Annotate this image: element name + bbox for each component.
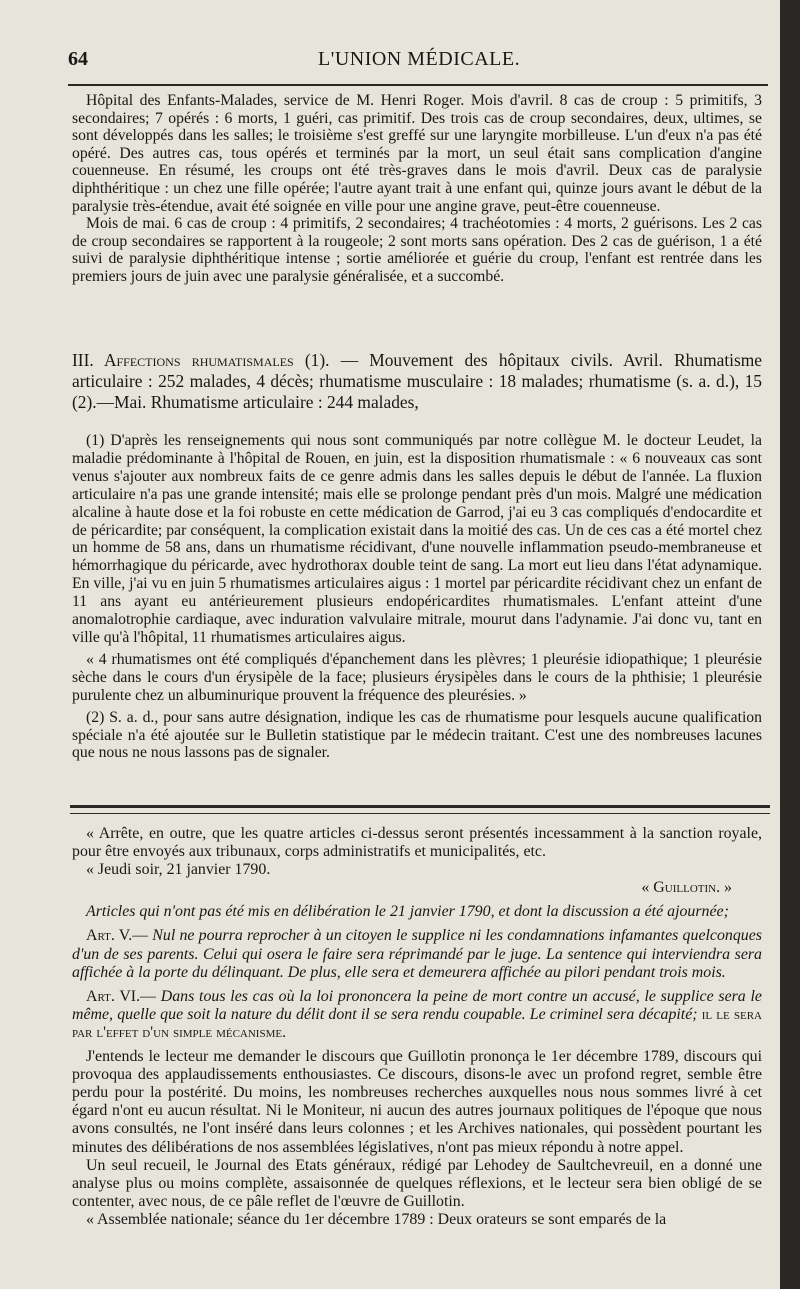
croup-april-paragraph: Hôpital des Enfants-Malades, service de M. Henri Roger. Mois d'avril. 8 cas de croup : 5 primitifs, 3 secondaires; 7 opérés : 6 morts, 1 guéri, cas primitif. Des trois cas de croup secondaires, deux, ultimes, se sont développés dans les salles; le troisième s'est greffé sur une laryngite morbilleuse. L'un d'eux n'a pas été opéré. Des autres cas, tous opérés et terminés par la mort, un seul était sans complication d'angine couenneuse. En résumé, les croups ont été très-graves dans le mois d'avril. Deux cas de paralysie diphthéritique : un chez une fille opérée; l'autre ayant trait à une enfant qui, quinze jours avant le début de la paralysie très-étendue, avait été soignée en ville pour une angine grave, peut-être couenneuse. (72, 92, 762, 215)
article-6-tail: il le sera par l'effet d'un simple mécanisme. (72, 1005, 763, 1041)
running-title: L'UNION MÉDICALE. (318, 48, 521, 70)
page-header (68, 44, 758, 78)
rheumatism-section (72, 350, 762, 412)
article-5-label: Art. V.— (86, 927, 149, 945)
article-6-text: Dans tous les cas où la loi prononcera la peine de mort contre un accusé, le supplice sera le même, quelle que soit la nature du délit dont il se sera rendu coupable. Le criminel sera décapité; (72, 987, 762, 1023)
article-6 (72, 988, 762, 1042)
footnotes (72, 432, 762, 762)
page-number: 64 (68, 48, 88, 70)
article-5-text: Nul ne pourra reprocher à un citoyen le supplice ni les condamnations infamantes quelconques d'un de ses parents. Celui qui osera le faire sera réprimandé par le juge. La sentence qui interviendra sera affichée à la porte du délinquant. De plus, elle sera et demeurera affichée au pilori pendant trois mois. (72, 927, 762, 981)
section-body: — Mouvement des hôpitaux civils. Avril. Rhumatisme articulaire : 252 malades, 4 décès; rhumatisme musculaire : 18 malades; rhumatisme (s. a. d.), 15 (2).—Mai. Rhumatisme articulaire : 244 malades, (72, 350, 762, 412)
commentary-paragraph-1: J'entends le lecteur me demander le discours que Guillotin prononça le 1er décembre 1789, discours qui provoqua des applaudissements enthousiastes. Ce discours, disons-le avec un profond regret, semble être perdu pour la postérité. Du moins, les nombreuses recherches auxquelles nous nous sommes livré à cet égard n'ont eu aucun résultat. Ni le Moniteur, ni aucun des autres journaux politiques de l'époque que nous avons consultés, ne l'ont inséré dans leurs colonnes ; et les Archives nationales, qui possèdent pourtant les minutes des délibérations de nos assemblées législatives, n'ont pas mieux répondu à notre appel. (72, 1048, 762, 1156)
article-6-label: Art. VI.— (86, 987, 156, 1005)
adjourned-articles-intro: Articles qui n'ont pas été mis en délibération le 21 janvier 1790, et dont la discussion a été ajournée; (86, 903, 729, 921)
signature: « Guillotin. » (641, 879, 732, 897)
feuilleton (72, 825, 762, 1229)
section-heading: III. Affections rhumatismales (1). (72, 350, 330, 370)
footnote-2: (2) S. a. d., pour sans autre désignation, indique les cas de rhumatisme pour lesquels aucune qualification spéciale n'a été ajoutée sur le Bulletin statistique par le médecin traitant. C'est une des nombreuses lacunes que nous ne nous lassons pas de signaler. (72, 708, 762, 762)
commentary-paragraph-2: Un seul recueil, le Journal des Etats généraux, rédigé par Lehodey de Saultchevreuil, en a donné une analyse plus ou moins complète, assaisonnée de quelques réflexions, et le lecteur sera bien obligé de se contenter, avec nous, de ce pâle reflet de l'œuvre de Guillotin. (72, 1156, 762, 1210)
footnote-1-continued: « 4 rhumatismes ont été compliqués d'épanchement dans les plèvres; 1 pleurésie idiopathique; 1 pleurésie sèche dans le cours d'un érysipèle de la face; plusieurs érysipèles dans le cours de la phthisie; 1 pleurésie purulente chez un albuminurique prouvent la fréquence des pleurésies. » (72, 650, 762, 704)
feuilleton-divider (70, 805, 770, 814)
article-5 (72, 927, 762, 981)
decree-paragraph: « Arrête, en outre, que les quatre articles ci-dessus seront présentés incessamment à la sanction royale, pour être envoyés aux tribunaux, corps administratifs et municipalités, etc. (72, 825, 762, 861)
decree-date: « Jeudi soir, 21 janvier 1790. (86, 861, 271, 879)
commentary-paragraph-3: « Assemblée nationale; séance du 1er décembre 1789 : Deux orateurs se sont emparés de la (86, 1210, 667, 1228)
croup-report (72, 92, 762, 286)
page-edge-shadow (780, 0, 800, 1289)
footnote-1: (1) D'après les renseignements qui nous sont communiqués par notre collègue M. le docteur Leudet, la maladie prédominante à l'hôpital de Rouen, en juin, est la disposition rhumatismale : « 6 nouveaux cas sont venus s'ajouter aux nombreux faits de ce genre admis dans les salles depuis le début de l'année. La fluxion articulaire n'a pas une grande intensité; mais elle se prolonge pendant près d'un mois. Malgré une médication alcaline à haute dose et la foi robuste en cette médication de Garrod, j'ai eu 3 cas compliqués d'endocardite et de péricardite; par conséquent, la complication existait dans la moitié des cas. Un de ces cas a été mortel chez un homme de 58 ans, dans un rhumatisme récidivant, d'une nouvelle inflammation pseudo-membraneuse et hémorrhagique du péricarde, avec hydrothorax double teint de sang. La mort eut lieu dans l'état adynamique. En ville, j'ai vu en juin 5 rhumatismes articulaires aigus : 1 mortel par péricardite récidivant chez un enfant de 11 ans ayant eu antérieurement plusieurs endopéricardites rhumatismales. L'enfant atteint d'une anomalotrophie cardiaque, avec induration valvulaire mitrale, mourut dans l'adynamie. J'ai donc vu, tant en ville qu'à l'hôpital, 11 rhumatismes articulaires aigus. (72, 432, 762, 646)
croup-may-paragraph: Mois de mai. 6 cas de croup : 4 primitifs, 2 secondaires; 4 trachéotomies : 4 morts, 2 guérisons. Les 2 cas de croup secondaires se rapportent à la rougeole; 2 sont morts sans opération. Des 2 cas de guérison, 1 a été suivi de paralysie diphthéritique intense ; sortie améliorée et guérie du croup, l'enfant est rentrée dans les premiers jours de juin avec une paralysie généralisée, et a succombé. (72, 215, 762, 285)
header-rule (68, 84, 768, 86)
